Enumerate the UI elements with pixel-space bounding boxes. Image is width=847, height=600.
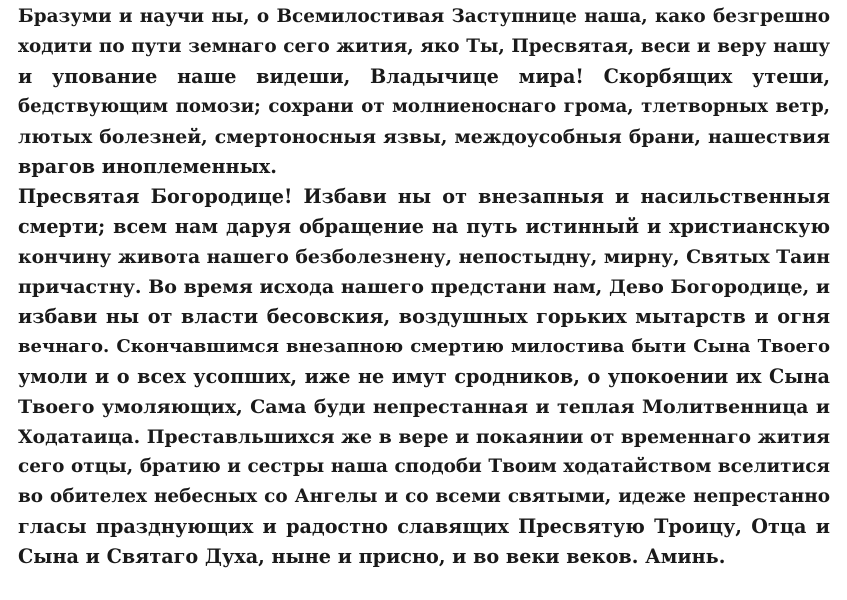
paragraph-1-line: ходити по пути земнаго сего жития, яко Ты, Пресвятая, веси и веру нашу	[18, 36, 830, 57]
paragraph-2-line: Сына и Святаго Духа, ныне и присно, и во веки веков. Аминь.	[18, 545, 726, 568]
paragraph-1-line: Бразуми и научи ны, о Всемилостивая Заступнице наша, како безгрешно	[18, 6, 830, 27]
paragraph-2-line: во обителех небесных со Ангелы и со всеми святыми, идеже непрестанно	[18, 486, 830, 507]
paragraph-2-line: умоли и о всех усопших, иже не имут сродников, о упокоении их Сына	[18, 365, 830, 388]
paragraph-2-line: сего отцы, братию и сестры наша сподоби Твоим ходатайством вселитися	[18, 456, 830, 477]
prayer-text	[18, 0, 830, 600]
paragraph-2-line: Ходатаица. Преставльшихся же в вере и покаянии от временнаго жития	[18, 426, 830, 448]
paragraph-2-line: причастну. Во время исхода нашего предстани нам, Дево Богородице, и	[18, 276, 830, 298]
paragraph-1-line: бедствующим помози; сохрани от молниеноснаго грома, тлетворных ветр,	[18, 96, 830, 117]
paragraph-2-line: гласы празднующих и радостно славящих Пресвятую Троицу, Отца и	[18, 515, 830, 538]
paragraph-1-line: и упование наше видеши, Владычице мира! Скорбящих утеши,	[18, 65, 830, 88]
paragraph-2-line: вечнаго. Скончавшимся внезапною смертию милостива быти Сына Твоего	[18, 336, 830, 357]
paragraph-1-line: лютых болезней, смертоносныя язвы, междоусобныя брани, нашествия	[18, 126, 830, 148]
paragraph-1-line: врагов иноплеменных.	[18, 155, 277, 178]
paragraph-2-line: смерти; всем нам даруя обращение на путь истинный и христианскую	[18, 215, 830, 238]
paragraph-2-line: Пресвятая Богородице! Избави ны от внезапныя и насильственныя	[18, 185, 830, 208]
paragraph-2-line: избави ны от власти бесовския, воздушных горьких мытарств и огня	[18, 305, 830, 328]
paragraph-2-line: Твоего умоляющих, Сама буди непрестанная и теплая Молитвенница и	[18, 396, 830, 418]
paragraph-2-line: кончину живота нашего безболезнену, непостыдну, мирну, Святых Таин	[18, 246, 830, 268]
